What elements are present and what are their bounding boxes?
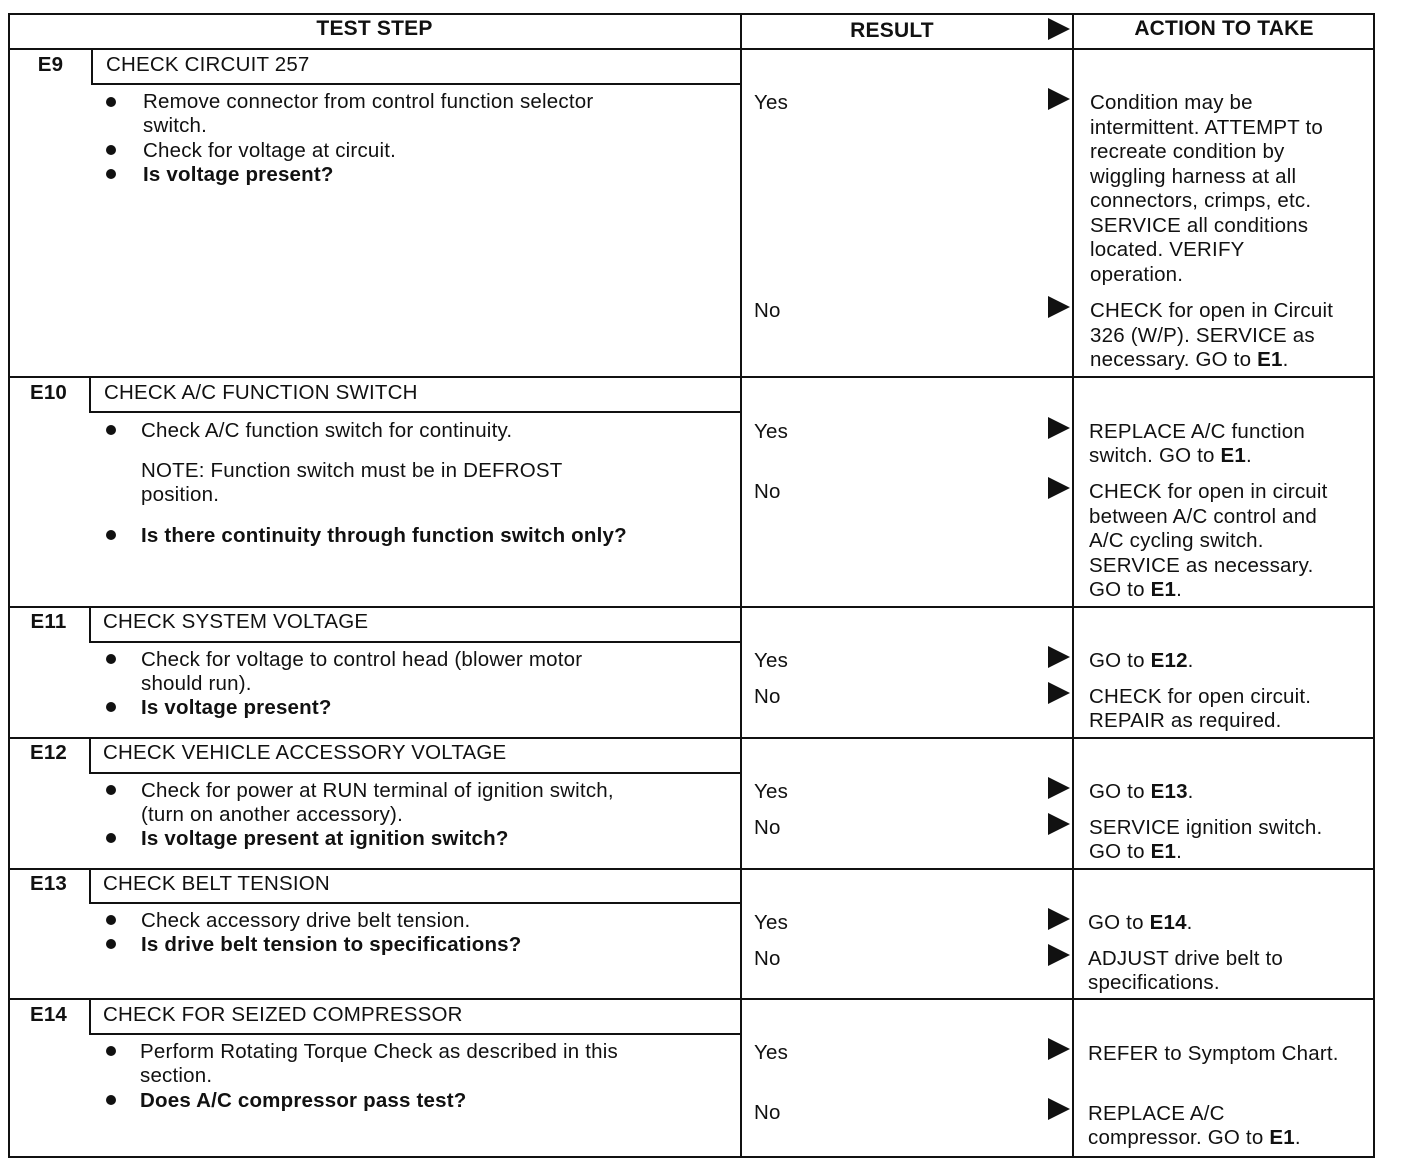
- action-text: connectors, crimps, etc.: [1090, 189, 1312, 212]
- step-instruction: Check for voltage at circuit.: [143, 139, 397, 162]
- step-instruction: Remove connector from control function selector: [143, 90, 594, 113]
- action-text: operation.: [1090, 263, 1184, 286]
- step-reference-link[interactable]: E1: [1220, 444, 1247, 467]
- step-note: position.: [141, 483, 220, 506]
- action-text: compressor. GO to E1.: [1088, 1126, 1301, 1149]
- id-cell-divider: [89, 606, 91, 643]
- action-text: A/C cycling switch.: [1089, 529, 1264, 552]
- step-id: E12: [29, 741, 68, 764]
- bullet-icon: [106, 915, 116, 925]
- step-instruction: Check accessory drive belt tension.: [141, 909, 471, 932]
- action-text: located. VERIFY: [1090, 238, 1245, 261]
- step-id: E10: [29, 381, 68, 404]
- step-instruction: (turn on another accessory).: [141, 803, 403, 826]
- diagnostic-chart: [8, 13, 1375, 1158]
- action-text: between A/C control and: [1089, 505, 1317, 528]
- step-reference-link[interactable]: E14: [1149, 911, 1187, 934]
- action-text: GO to E1.: [1089, 578, 1182, 601]
- bullet-icon: [106, 145, 116, 155]
- title-underline: [89, 772, 741, 774]
- step-title: CHECK VEHICLE ACCESSORY VOLTAGE: [103, 741, 507, 764]
- result-arrow-icon: [1048, 646, 1070, 668]
- result-arrow-icon: [1048, 477, 1070, 499]
- action-text: Condition may be: [1090, 91, 1253, 114]
- step-title: CHECK BELT TENSION: [103, 872, 330, 895]
- result-no: No: [754, 299, 781, 322]
- step-reference-link[interactable]: E1: [1269, 1126, 1295, 1149]
- step-instruction: Check for voltage to control head (blower motor: [141, 648, 583, 671]
- result-no: No: [754, 947, 781, 970]
- action-text: switch. GO to E1.: [1089, 444, 1252, 467]
- action-text: REPLACE A/C: [1088, 1102, 1225, 1125]
- bullet-icon: [106, 97, 116, 107]
- step-question: Is voltage present?: [143, 163, 334, 186]
- table-border-top: [8, 13, 1375, 15]
- step-instruction: section.: [140, 1064, 213, 1087]
- bullet-icon: [106, 530, 116, 540]
- action-text: specifications.: [1088, 971, 1220, 994]
- action-text: REFER to Symptom Chart.: [1088, 1042, 1339, 1065]
- step-id: E13: [29, 872, 68, 895]
- action-text: REPLACE A/C function: [1089, 420, 1305, 443]
- row-divider: [8, 998, 1375, 1000]
- result-arrow-icon: [1048, 944, 1070, 966]
- bullet-icon: [106, 1046, 116, 1056]
- step-id: E11: [30, 610, 67, 633]
- table-border-left: [8, 13, 10, 1158]
- result-no: No: [754, 685, 781, 708]
- result-no: No: [754, 1101, 781, 1124]
- title-underline: [89, 1033, 741, 1035]
- step-question: Is voltage present at ignition switch?: [141, 827, 509, 850]
- result-arrow-icon: [1048, 417, 1070, 439]
- step-reference-link[interactable]: E1: [1257, 348, 1283, 371]
- action-text: necessary. GO to E1.: [1090, 348, 1289, 371]
- header-test-step: TEST STEP: [316, 17, 433, 40]
- action-text: GO to E12.: [1089, 649, 1194, 672]
- bullet-icon: [106, 654, 116, 664]
- table-border-bottom: [8, 1156, 1375, 1158]
- step-title: CHECK SYSTEM VOLTAGE: [103, 610, 369, 633]
- action-text: REPAIR as required.: [1089, 709, 1282, 732]
- step-question: Is voltage present?: [141, 696, 332, 719]
- result-yes: Yes: [754, 649, 789, 672]
- result-arrow-icon: [1048, 1038, 1070, 1060]
- step-instruction: Perform Rotating Torque Check as described in this: [140, 1040, 618, 1063]
- id-cell-divider: [89, 376, 91, 413]
- result-arrow-icon: [1048, 908, 1070, 930]
- result-arrow-icon: [1048, 88, 1070, 110]
- bullet-icon: [106, 1095, 116, 1105]
- action-text: SERVICE as necessary.: [1089, 554, 1314, 577]
- result-no: No: [754, 480, 781, 503]
- result-arrow-icon: [1048, 777, 1070, 799]
- action-text: SERVICE all conditions: [1090, 214, 1309, 237]
- action-text: GO to E14.: [1088, 911, 1193, 934]
- table-border-right: [1373, 13, 1375, 1158]
- header-result: RESULT: [850, 19, 934, 42]
- step-id: E9: [37, 53, 64, 76]
- result-arrow-icon: [1048, 296, 1070, 318]
- row-divider: [8, 737, 1375, 739]
- bullet-icon: [106, 702, 116, 712]
- action-text: SERVICE ignition switch.: [1089, 816, 1323, 839]
- result-arrow-icon: [1048, 682, 1070, 704]
- step-instruction: Check for power at RUN terminal of ignition switch,: [141, 779, 614, 802]
- id-cell-divider: [89, 998, 91, 1035]
- id-cell-divider: [89, 868, 91, 904]
- step-title: CHECK FOR SEIZED COMPRESSOR: [103, 1003, 463, 1026]
- step-reference-link[interactable]: E12: [1150, 649, 1188, 672]
- result-arrow-icon: [1048, 813, 1070, 835]
- result-yes: Yes: [754, 91, 789, 114]
- step-reference-link[interactable]: E1: [1150, 840, 1177, 863]
- title-underline: [91, 83, 741, 85]
- step-reference-link[interactable]: E13: [1150, 780, 1188, 803]
- action-text: wiggling harness at all: [1090, 165, 1297, 188]
- id-cell-divider: [89, 737, 91, 774]
- action-text: recreate condition by: [1090, 140, 1285, 163]
- step-instruction: switch.: [143, 114, 208, 137]
- bullet-icon: [106, 939, 116, 949]
- row-divider: [8, 376, 1375, 378]
- id-cell-divider: [91, 48, 93, 85]
- step-title: CHECK CIRCUIT 257: [106, 53, 310, 76]
- step-question: Is there continuity through function switch only?: [141, 524, 627, 547]
- step-question: Is drive belt tension to specifications?: [141, 933, 522, 956]
- header-action: ACTION TO TAKE: [1134, 17, 1314, 40]
- step-id: E14: [29, 1003, 68, 1026]
- row-divider: [8, 868, 1375, 870]
- row-divider: [8, 606, 1375, 608]
- action-text: GO to E1.: [1089, 840, 1182, 863]
- result-yes: Yes: [754, 420, 789, 443]
- action-text: CHECK for open in Circuit: [1090, 299, 1334, 322]
- step-question: Does A/C compressor pass test?: [140, 1089, 467, 1112]
- result-yes: Yes: [754, 780, 789, 803]
- header-divider: [8, 48, 1375, 50]
- step-instruction: should run).: [141, 672, 252, 695]
- step-note: NOTE: Function switch must be in DEFROST: [141, 459, 563, 482]
- action-text: 326 (W/P). SERVICE as: [1090, 324, 1315, 347]
- action-text: GO to E13.: [1089, 780, 1194, 803]
- bullet-icon: [106, 833, 116, 843]
- result-yes: Yes: [754, 911, 789, 934]
- bullet-icon: [106, 785, 116, 795]
- header-arrow-icon: [1048, 18, 1070, 40]
- column-divider-result: [740, 13, 742, 1158]
- action-text: ADJUST drive belt to: [1088, 947, 1284, 970]
- result-arrow-icon: [1048, 1098, 1070, 1120]
- result-no: No: [754, 816, 781, 839]
- bullet-icon: [106, 169, 116, 179]
- title-underline: [89, 411, 741, 413]
- title-underline: [89, 641, 741, 643]
- step-title: CHECK A/C FUNCTION SWITCH: [104, 381, 418, 404]
- step-reference-link[interactable]: E1: [1150, 578, 1177, 601]
- action-text: CHECK for open circuit.: [1089, 685, 1312, 708]
- action-text: CHECK for open in circuit: [1089, 480, 1328, 503]
- bullet-icon: [106, 425, 116, 435]
- step-instruction: Check A/C function switch for continuity.: [141, 419, 513, 442]
- column-divider-action: [1072, 13, 1074, 1158]
- action-text: intermittent. ATTEMPT to: [1090, 116, 1324, 139]
- result-yes: Yes: [754, 1041, 789, 1064]
- title-underline: [89, 902, 741, 904]
